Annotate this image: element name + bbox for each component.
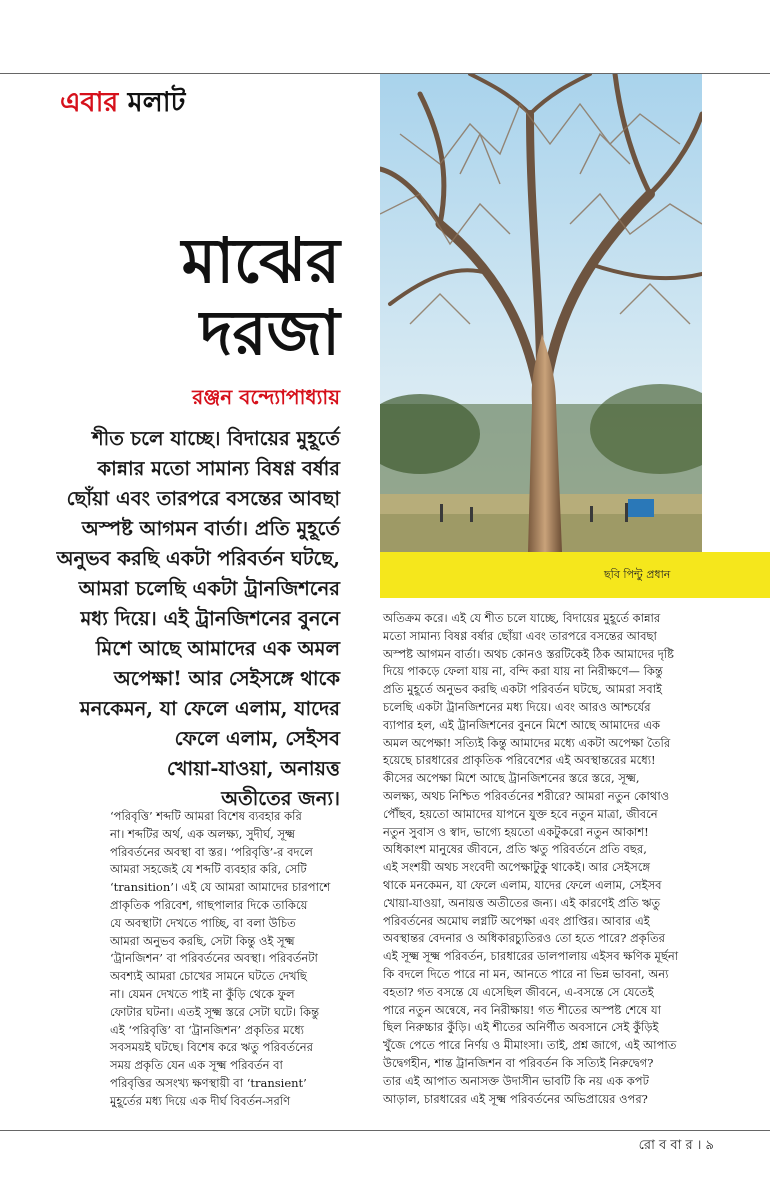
- body-line: পরিবর্তনের অবস্থা বা স্তর। ‘পরিবৃত্তি’-র বদলে: [110, 844, 313, 859]
- body-line: খুঁজে পেতে পারে নির্ণয় ও মীমাংসা। তাই, প্রশ্ন জাগে, এই আপাত: [383, 1038, 677, 1053]
- body-line: ‘ট্রানজিশন’ বা পরিবর্তনের অবস্থা। পরিবর্তনটা: [110, 951, 318, 966]
- body-line: যে অবস্থাটা দেখতে পাচ্ছি, বা বলা উচিত: [110, 915, 296, 930]
- body-line: অধিকাংশ মানুষের জীবনে, প্রতি ঋতু পরিবর্তনে প্রতি বছর,: [383, 842, 647, 857]
- body-line: কি বদলে দিতে পারে না মন, আনতে পারে না ভিন্ন ভাবনা, অন্য: [383, 966, 669, 981]
- body-line: অলক্ষ্য, অথচ নিশ্চিত পরিবর্তনের শরীরে? আমরা নতুন কোথাও: [383, 788, 670, 803]
- body-line: প্রতি মুহূর্তে অনুভব করছি একটা পরিবর্তন ঘটছে, আমরা সবাই: [383, 682, 662, 697]
- body-line: অস্পষ্ট আগমন বার্তা। অথচ কোনও স্তরটিকেই ঠিক আমাদের দৃষ্টি: [383, 646, 674, 661]
- body-line: চলেছি একটা ট্রানজিশনের মধ্য দিয়ে। এবং আরও আশ্চর্যের: [383, 699, 651, 714]
- body-line: ‘transition’। এই যে আমরা আমাদের চারপাশে: [110, 880, 331, 895]
- bottom-rule: [0, 1130, 770, 1131]
- lead-line: কান্নার মতো সামান্য বিষণ্ণ বর্ষার: [97, 457, 340, 480]
- body-line: মুহূর্তের মধ্য দিয়ে এক দীর্ঘ বিবর্তন-সরণি: [110, 1093, 291, 1108]
- lead-line: মনকেমন, যা ফেলে এলাম, যাদের: [79, 697, 340, 720]
- body-line: উদ্বেগহীন, শান্ত ট্রানজিশন বা পরিবর্তন কি সত্যিই নিরুদ্বেগ?: [383, 1055, 654, 1070]
- body-line: ছিল নিরুচ্চার কুঁড়ি। এই শীতের অনির্ণীত অবসানে সেই কুঁড়িই: [383, 1020, 659, 1035]
- lead-line: খোয়া-যাওয়া, অনায়ত্ত: [166, 757, 340, 780]
- body-line: সবসময়ই ঘটছে। বিশেষ করে ঋতু পরিবর্তনের: [110, 1040, 313, 1055]
- body-line: থাকে মনকেমন, যা ফেলে এলাম, যাদের ফেলে এলাম, সেইসব: [383, 877, 662, 892]
- body-line: নতুন সুবাস ও স্বাদ, ভাগ্যে হয়তো একটুকরো নতুন আকাশ!: [383, 824, 649, 839]
- body-line: সময় প্রকৃতি যেন এক সূক্ষ্ম পরিবর্তন বা: [110, 1058, 283, 1073]
- body-line: এই ‘পরিবৃত্তি’ বা ‘ট্রানজিশন’ প্রকৃতির মধ্যে: [110, 1022, 304, 1037]
- body-line: ‘পরিবৃত্তি’ শব্দটি আমরা বিশেষ ব্যবহার করি: [110, 809, 302, 823]
- page-footer: রো ব বা র । ৯: [638, 1138, 714, 1153]
- body-line: খোয়া-যাওয়া, অনায়ত্ত অতীতের জন্য। এই কারণেই প্রতি ঋতু: [383, 895, 661, 910]
- lead-line: অস্পষ্ট আগমন বার্তা। প্রতি মুহূর্তে: [81, 517, 340, 540]
- body-line: আমরা সহজেই যে শব্দটি ব্যবহার করি, সেটি: [110, 862, 307, 877]
- lead-line: অনুভব করছি একটা পরিবর্তন ঘটছে,: [56, 547, 340, 570]
- lead-line: মধ্য দিয়ে। এই ট্রানজিশনের বুননে: [80, 607, 340, 630]
- body-line: বহতা? গত বসন্তে যে এসেছিল জীবনে, এ-বসন্তে সে যেতেই: [383, 984, 654, 999]
- body-line: পারে নতুন অন্বেষে, নব নিরীক্ষায়! গত শীতের অস্পষ্ট শেষে যা: [383, 1002, 661, 1017]
- body-line: অতিক্রম করে। এই যে শীত চলে যাচ্ছে, বিদায়ের মুহূর্তে কান্নার: [383, 611, 661, 625]
- body-line: পরিবর্তনের অমোঘ লগ্নটি অপেক্ষা এবং প্রাপ্তির। আবার এই: [383, 913, 650, 928]
- body-line: দিয়ে পাকড়ে ফেলা যায় না, বন্দি করা যায় না নিরীক্ষণে— কিন্তু: [383, 664, 663, 679]
- body-line: পরিবৃত্তির অসংখ্য ক্ষণস্থায়ী বা ‘transient’: [110, 1075, 307, 1090]
- body-line: আড়াল, চারধারের এই সূক্ষ্ম পরিবর্তনের অভিপ্রায়ের ওপর?: [383, 1091, 648, 1106]
- tree-photo: [380, 74, 702, 552]
- lead-line: ফেলে এলাম, সেইসব: [174, 727, 340, 750]
- body-line: না। যেমন দেখতে পাই না কুঁড়ি থেকে ফুল: [110, 986, 295, 1001]
- body-line: আমরা অনুভব করছি, সেটা কিন্তু ওই সূক্ষ্ম: [110, 933, 295, 948]
- lead-line: মিশে আছে আমাদের এক অমল: [95, 637, 340, 660]
- section-label-rest: মলাট: [127, 87, 186, 118]
- lead-line: ছোঁয়া এবং তারপরে বসন্তের আবছা: [66, 487, 340, 510]
- body-line: প্রাকৃতিক পরিবেশ, গাছপালার দিকে তাকিয়ে: [110, 897, 308, 912]
- photo-credit: ছবি পিন্টু প্রধান: [604, 568, 671, 581]
- headline-line-2: দরজা: [199, 296, 340, 369]
- byline: রঞ্জন বন্দ্যোপাধ্যায়: [192, 385, 340, 409]
- body-line: ফোটার ঘটনা। এতই সূক্ষ্ম স্তরে সেটা ঘটে। কিন্তু: [110, 1004, 319, 1019]
- body-line: না। শব্দটির অর্থ, এক অলক্ষ্য, সুদীর্ঘ, সূক্ষ্ম: [110, 826, 295, 841]
- lead-paragraph: [40, 424, 340, 814]
- caption-band: [380, 552, 770, 598]
- body-line: অবশ্যই আমরা চোখের সামনে ঘটতে দেখছি: [110, 969, 307, 984]
- body-line: এই সংশয়ী অথচ সংবেদী অপেক্ষাটুকু থাকেই। আর সেইসঙ্গে: [383, 860, 650, 875]
- body-column-right: [383, 610, 713, 1108]
- body-column-left: [110, 808, 360, 1111]
- section-label-accent: এবার: [60, 87, 119, 118]
- lead-line: অতীতের জন্য।: [221, 787, 340, 810]
- body-line: মতো সামান্য বিষণ্ণ বর্ষার ছোঁয়া এবং তারপরে বসন্তের আবছা: [383, 628, 657, 643]
- lead-line: শীত চলে যাচ্ছে। বিদায়ের মুহূর্তে: [92, 427, 340, 450]
- body-line: হয়েছে চারধারের প্রাকৃতিক পরিবেশের এই অবস্থান্তরের মধ্যে!: [383, 753, 656, 768]
- body-line: ব্যাপার হল, এই ট্রানজিশনের বুননে মিশে আছে আমাদের এক: [383, 717, 661, 732]
- headline-line-1: মাঝের: [181, 224, 340, 297]
- body-line: অবস্থান্তর বেদনার ও অধিকারচ্যুতিরও তো হতে পারে? প্রকৃতির: [383, 931, 665, 946]
- body-line: এই সূক্ষ্ম সূক্ষ্ম পরিবর্তন, চারধারের ডালপালায় এইসব ক্ষণিক মূর্ছনা: [383, 949, 679, 964]
- lead-line: আমরা চলেছি একটা ট্রানজিশনের: [78, 577, 340, 600]
- lead-line: অপেক্ষা! আর সেইসঙ্গে থাকে: [113, 667, 340, 690]
- body-line: পৌঁছব, হয়তো আমাদের যাপনে যুক্ত হবে নতুন মাত্রা, জীবনে: [383, 806, 658, 821]
- body-line: কীসের অপেক্ষা মিশে আছে ট্রানজিশনের স্তরে স্তরে, সূক্ষ্ম,: [383, 771, 640, 786]
- body-line: তার এই আপাত অনাসক্ত উদাসীন ভাবটি কি নয় এক কপট: [383, 1073, 649, 1088]
- headline: [182, 225, 340, 369]
- body-line: অমল অপেক্ষা! সত্যিই কিন্তু আমাদের মধ্যে একটা অপেক্ষা তৈরি: [383, 735, 671, 750]
- section-label: [60, 82, 185, 127]
